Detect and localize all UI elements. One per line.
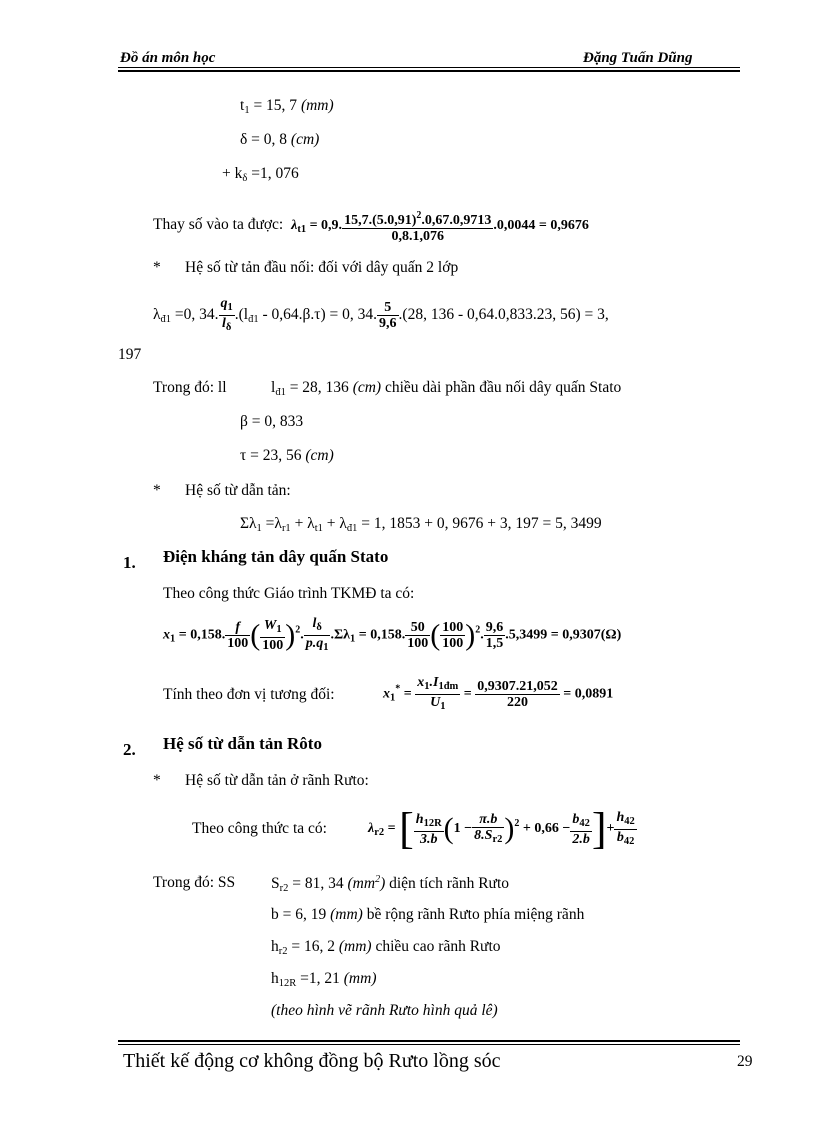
line-ld1: $l_{đ1} = 28$, 136 (cm) chiều dài phần đầu nối dây quấn Stato xyxy=(271,379,622,398)
line-sum-lambda: $\Sigma\lambda_1 =\lambda_{r1} + \lambda_{t1} + \lambda_{đ1} = 1$, 1853 + 0, 9676 + 3, 197 = 5, 3499 xyxy=(240,515,602,534)
section-1-intro: Theo công thức Giáo trình TKMĐ ta có: xyxy=(163,585,415,602)
page-number: 29 xyxy=(737,1053,753,1070)
line-thay-so: Thay số vào ta được: $\lambda_{t1} = 0,9$. $\frac{15,7.(5.0,91)^2.0,67.0,9713}{0,8.1,076}$ .0,0044 = 0,9676 xyxy=(153,210,589,244)
line-k-delta: + $k_\delta =1$, 076 xyxy=(222,165,299,184)
section-2-title: Hệ số từ dẫn tản Rôto xyxy=(163,734,322,753)
section-2-number: 2. xyxy=(123,740,136,759)
footer-title: Thiết kế động cơ không đồng bộ Rưto lồng sóc xyxy=(123,1050,501,1072)
formula-lambda-t1: $\lambda_{t1} = 0,9$. $\frac{15,7.(5.0,91)^2.0,67.0,9713}{0,8.1,076}$ .0,0044 = 0,9676 xyxy=(291,210,589,244)
footer-rule-thin xyxy=(118,1044,740,1045)
line-delta: δ = 0, 8 (cm) xyxy=(240,131,320,148)
header-left: Đồ án môn học xyxy=(120,50,216,66)
section-1-number: 1. xyxy=(123,553,136,572)
line-wrap-197: 197 xyxy=(118,346,142,363)
formula-lambda-r2: $\lambda_{r2}$ = [ $\frac{h_{12R}}{3.b}$ (1 − $\frac{\pi.b}{8.S_{r2}}$ )$^2$ + 0,66 − $\frac{b_{42}}{2.b}$ ]+ $\frac{h_{42}}{b_{42}}$ xyxy=(368,804,635,853)
formula-x1: $x_1 = 0,158$. $\frac{f}{100}$ ( $\frac{W_1}{100}$ )$^2$. $\frac{l_\delta}{p.q_1}$ $.\Sigma\lambda_1 = 0,158$. $\frac{50}{100}$ ( $\frac{100}{100}$ )$^2$. $\frac{9,6}{1,5}$ .5,3499 = 0,9307(Ω) xyxy=(163,616,622,653)
bullet-2-text: Hệ số từ dẫn tản: xyxy=(185,482,291,499)
header-right: Đặng Tuấn Dũng xyxy=(583,50,693,66)
bullet-3: * xyxy=(153,772,161,789)
bullet-3-text: Hệ số từ dẫn tản ở rãnh Rưto: xyxy=(185,772,369,789)
line-lambda-d1: $\lambda_{đ1} =0$, 34. $\frac{q_1}{l_\delta}$ $.(l_{đ1} - 0,64.\beta.\tau) = 0$, 34. $\frac{5}{9,6}$ .(28, 136 - 0,64.0,833.23, 56) = 3, xyxy=(153,296,609,333)
trong-do-label: Trong đó: ll xyxy=(153,379,227,396)
bullet-2: * xyxy=(153,482,161,499)
trong-do-2-label: Trong đó: SS xyxy=(153,874,236,891)
line-h-r2: $h_{r2} = 16$, 2 (mm) chiều cao rãnh Rưto xyxy=(271,938,501,957)
header-rule-thick xyxy=(118,70,740,72)
line-b: b = 6, 19 (mm) bề rộng rãnh Rưto phía miệng rãnh xyxy=(271,906,585,923)
formula-label: Theo công thức ta có: xyxy=(192,820,327,837)
line-t1: $t_1 = 15$, 7 (mm) xyxy=(240,97,334,116)
line-tau: τ = 23, 56 (cm) xyxy=(240,447,334,464)
bullet-1-text: Hệ số từ tản đầu nối: đối với dây quấn 2 lớp xyxy=(185,259,459,276)
formula-x1-star: $x_1^*$ = $\frac{x_1.I_{1đm}}{U_1}$ = $\frac{0,9307.21,052}{220}$ = 0,0891 xyxy=(383,675,614,712)
section-1-title: Điện kháng tản dây quấn Stato xyxy=(163,547,389,566)
note-pear-slot: (theo hình vẽ rãnh Rưto hình quả lê) xyxy=(271,1002,498,1019)
line-h12r: $h_{12R} =1$, 21 (mm) xyxy=(271,970,377,989)
dv-label: Tính theo đơn vị tương đối: xyxy=(163,686,335,703)
header-rule-thin xyxy=(118,67,740,68)
line-beta: β = 0, 833 xyxy=(240,413,304,430)
bullet-1: * xyxy=(153,259,161,276)
footer-rule-thick xyxy=(118,1040,740,1042)
line-s-r2: $S_{r2} = 81$, 34 $(mm^2)$ diện tích rãnh Rưto xyxy=(271,874,509,894)
